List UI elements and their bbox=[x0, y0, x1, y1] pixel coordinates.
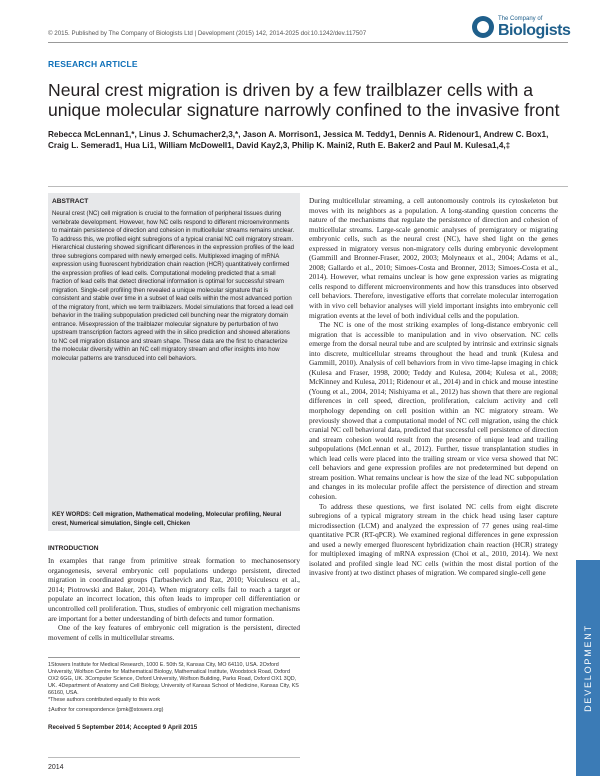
abstract-text: Neural crest (NC) cell migration is crucial to the formation of peripheral tissues during vertebrate development. However, how NC cells respond to different microenvironments to maintain persistence of direction and cohesion in multicellular streams remains unclear. To address this, we profiled eight subregions of a typical cranial NC cell migratory stream. Hierarchical clustering showed significant differences in the expression profiles of the lead three subregions compared with newly emerged cells. Multiplexed imaging of mRNA expression using fluorescent hybridization chain reaction (HCR) quantitatively confirmed the expression profiles of lead cells. Computational modeling predicted that a small fraction of lead cells that detect directional information is optimal for successful stream migration. Single-cell profiling then revealed a unique molecular signature that is consistent and stable over time in a subset of lead cells within the most advanced portion of the migratory front, which we term trailblazers. Model simulations that forced a lead cell behavior in the trailing subpopulation predicted cell bunching near the migratory domain entrance. Misexpression of the trailblazer molecular signature by perturbation of two upstream transcription factors agreed with the in silico prediction and showed alterations to NC cell migration distance and stream shape. These data are the first to characterize the molecular diversity within an NC cell migratory stream and offer insights into how molecular patterns are transduced into cell behaviors. bbox=[52, 210, 295, 362]
right-column-text bbox=[309, 196, 558, 578]
received-dates: Received 5 September 2014; Accepted 9 April 2015 bbox=[48, 724, 198, 731]
footer-divider bbox=[48, 757, 300, 758]
logo-big-text: Biologists bbox=[498, 22, 571, 39]
body-paragraph-2: The NC is one of the most striking examples of long-distance embryonic cell migration that is accessible to manipulation and in vivo observation. NC cells emerge from the dorsal neural tube and are sculpted by intrinsic and extrinsic signals into discrete, multicellular streams throughout the head and trunk (Kulesa and Gammill, 2010). Analysis of cell behaviors from in vivo time-lapse imaging in chick (Kulesa and Fraser, 1998, 2000; Teddy and Kulesa, 2004; Kulesa et al., 2008; McKinney and Kulesa, 2011; Ridenour et al., 2014) and in chick and mouse intestine (Young et al., 2004, 2014; Nishiyama et al., 2012) has shown that there are regional differences in cell speed, direction, proliferation, calcium activity and cell morphology depending on cell position within an NC migratory stream. We previously showed that a computational model of NC cell migration, using the chick cranial NC cell behavioral data, predicted that successful cell persistence of direction and stream cohesion would result from the presence of unique lead and trailing subpopulations (McLennan et al., 2012). Further, tissue transplantation studies in which lead cells were placed into the trailing stream or vice versa showed that NC cell behaviors and gene expression profiles are not predetermined but depend on stream position. What remains unclear is how the size of the lead NC subpopulation and changes in its molecular profile affect the persistence of direction and stream cohesion. bbox=[309, 320, 558, 501]
header-divider bbox=[48, 42, 568, 43]
keywords: KEY WORDS: Cell migration, Mathematical modeling, Molecular profiling, Neural crest, Numerical simulation, Single cell, Chicken bbox=[52, 512, 282, 527]
abstract-box bbox=[48, 193, 300, 531]
author-list: Rebecca McLennan1,*, Linus J. Schumacher2,3,*, Jason A. Morrison1, Jessica M. Teddy1, Dennis A. Ridenour1, Andrew C. Box1, Craig L. Semerad1, Hua Li1, William McDowell1, David Kay2,3, Philip K. Maini2, Ruth E. Baker2 and Paul M. Kulesa1,4,‡ bbox=[48, 130, 549, 151]
footnote-divider bbox=[48, 657, 300, 658]
body-paragraph-3: To address these questions, we first isolated NC cells from eight discrete subregions of a typical migratory stream in the chick head using laser capture microdissection (LCM) and analyzed the expression of 77 genes using real-time quantitative PCR (RT-qPCR). We examined regional differences in gene expression and used a newly emerged fluorescent hybridization chain reaction (HCR) strategy for multiplexed imaging of mRNA expression (Choi et al., 2010, 2014). We next isolated and profiled single lead NC cells (within the most distal portion of the invasive front) at two distinct phases of migration. We compared single-cell gene bbox=[309, 501, 558, 578]
page-number: 2014 bbox=[48, 764, 64, 771]
journal-sidebar bbox=[576, 560, 600, 776]
equal-contribution-note: *These authors contributed equally to this work bbox=[48, 697, 161, 703]
correspondence-note: ‡Author for correspondence (pmk@stowers.org) bbox=[48, 707, 164, 713]
article-type: RESEARCH ARTICLE bbox=[48, 59, 138, 69]
introduction-paragraph-2: One of the key features of embryonic cell migration is the persistent, directed movement of cells in multicellular streams. bbox=[48, 623, 300, 642]
sidebar-label: DEVELOPMENT bbox=[583, 624, 593, 712]
footnotes bbox=[48, 662, 300, 714]
introduction-text bbox=[48, 556, 300, 642]
introduction-heading: INTRODUCTION bbox=[48, 545, 99, 552]
affiliations: 1Stowers Institute for Medical Research, 1000 E. 50th St, Kansas City, MO 64110, USA. 2Oxford University, Wolfson Centre for Mathematical Biology, Mathematical Institute, Woodstock Road, Oxford OX2 6GG, UK. 3Computer Science, Oxford University, Wolfson Building, Parks Road, Oxford OX1 3QD, UK. 4Department of Anatomy and Cell Biology, University of Kansas School of Medicine, Kansas City, KS 66160, USA. bbox=[48, 662, 299, 696]
abstract-heading: ABSTRACT bbox=[52, 198, 89, 205]
introduction-paragraph-1: In examples that range from primitive streak formation to mechanosensory organogenesis, several embryonic cell populations undergo persistent, directed migration in coordinated groups (Tarbashevich and Raz, 2010; Voiculescu et al., 2014; Piotrowski and Baker, 2014). When migratory cells fail to reach a target or populate an incorrect location, this often leads to improper cell differentiation or uncontrolled cell proliferation. Thus, studies of embryonic cell migration mechanisms are important for a better understanding of birth defects and tumor formation. bbox=[48, 556, 300, 623]
body-paragraph-1: During multicellular streaming, a cell autonomously controls its cytoskeleton but moves with its neighbors as a population. A long-standing question concerns the nature of the mechanisms that regulate the persistence of direction and cohesion of multicellular streams. Large-scale genomic analyses of premigratory or migrating embryonic cells, such as the neural crest (NC), have shed light on the genes expressed in migratory versus non-migratory cells during embryonic development (Gammill and Bronner-Fraser, 2002, 2003; Molyneaux et al., 2004; Adams et al., 2008; Gallardo et al., 2010; Simoes-Costa and Bronner, 2013; Simoes-Costa et al., 2014). However, what remains unclear is how gene expression varies as migrating cells respond to different microenvironments and how this transduces into observed cell behaviors. Therefore, investigative efforts that correlate molecular interrogation with in vivo cell behavior analyses will yield important insights into embryonic cell migration events at the level of both individual cells and the population. bbox=[309, 196, 558, 320]
copyright-line: © 2015. Published by The Company of Biologists Ltd | Development (2015) 142, 2014-2025 doi:10.1242/dev.117507 bbox=[48, 30, 367, 37]
paper-title: Neural crest migration is driven by a few trailblazer cells with a unique molecular signature narrowly confined to the invasive front bbox=[48, 80, 560, 120]
logo-circle-inner bbox=[477, 21, 489, 33]
authors-divider bbox=[48, 186, 568, 187]
logo-small-text: The Company of bbox=[498, 16, 543, 22]
